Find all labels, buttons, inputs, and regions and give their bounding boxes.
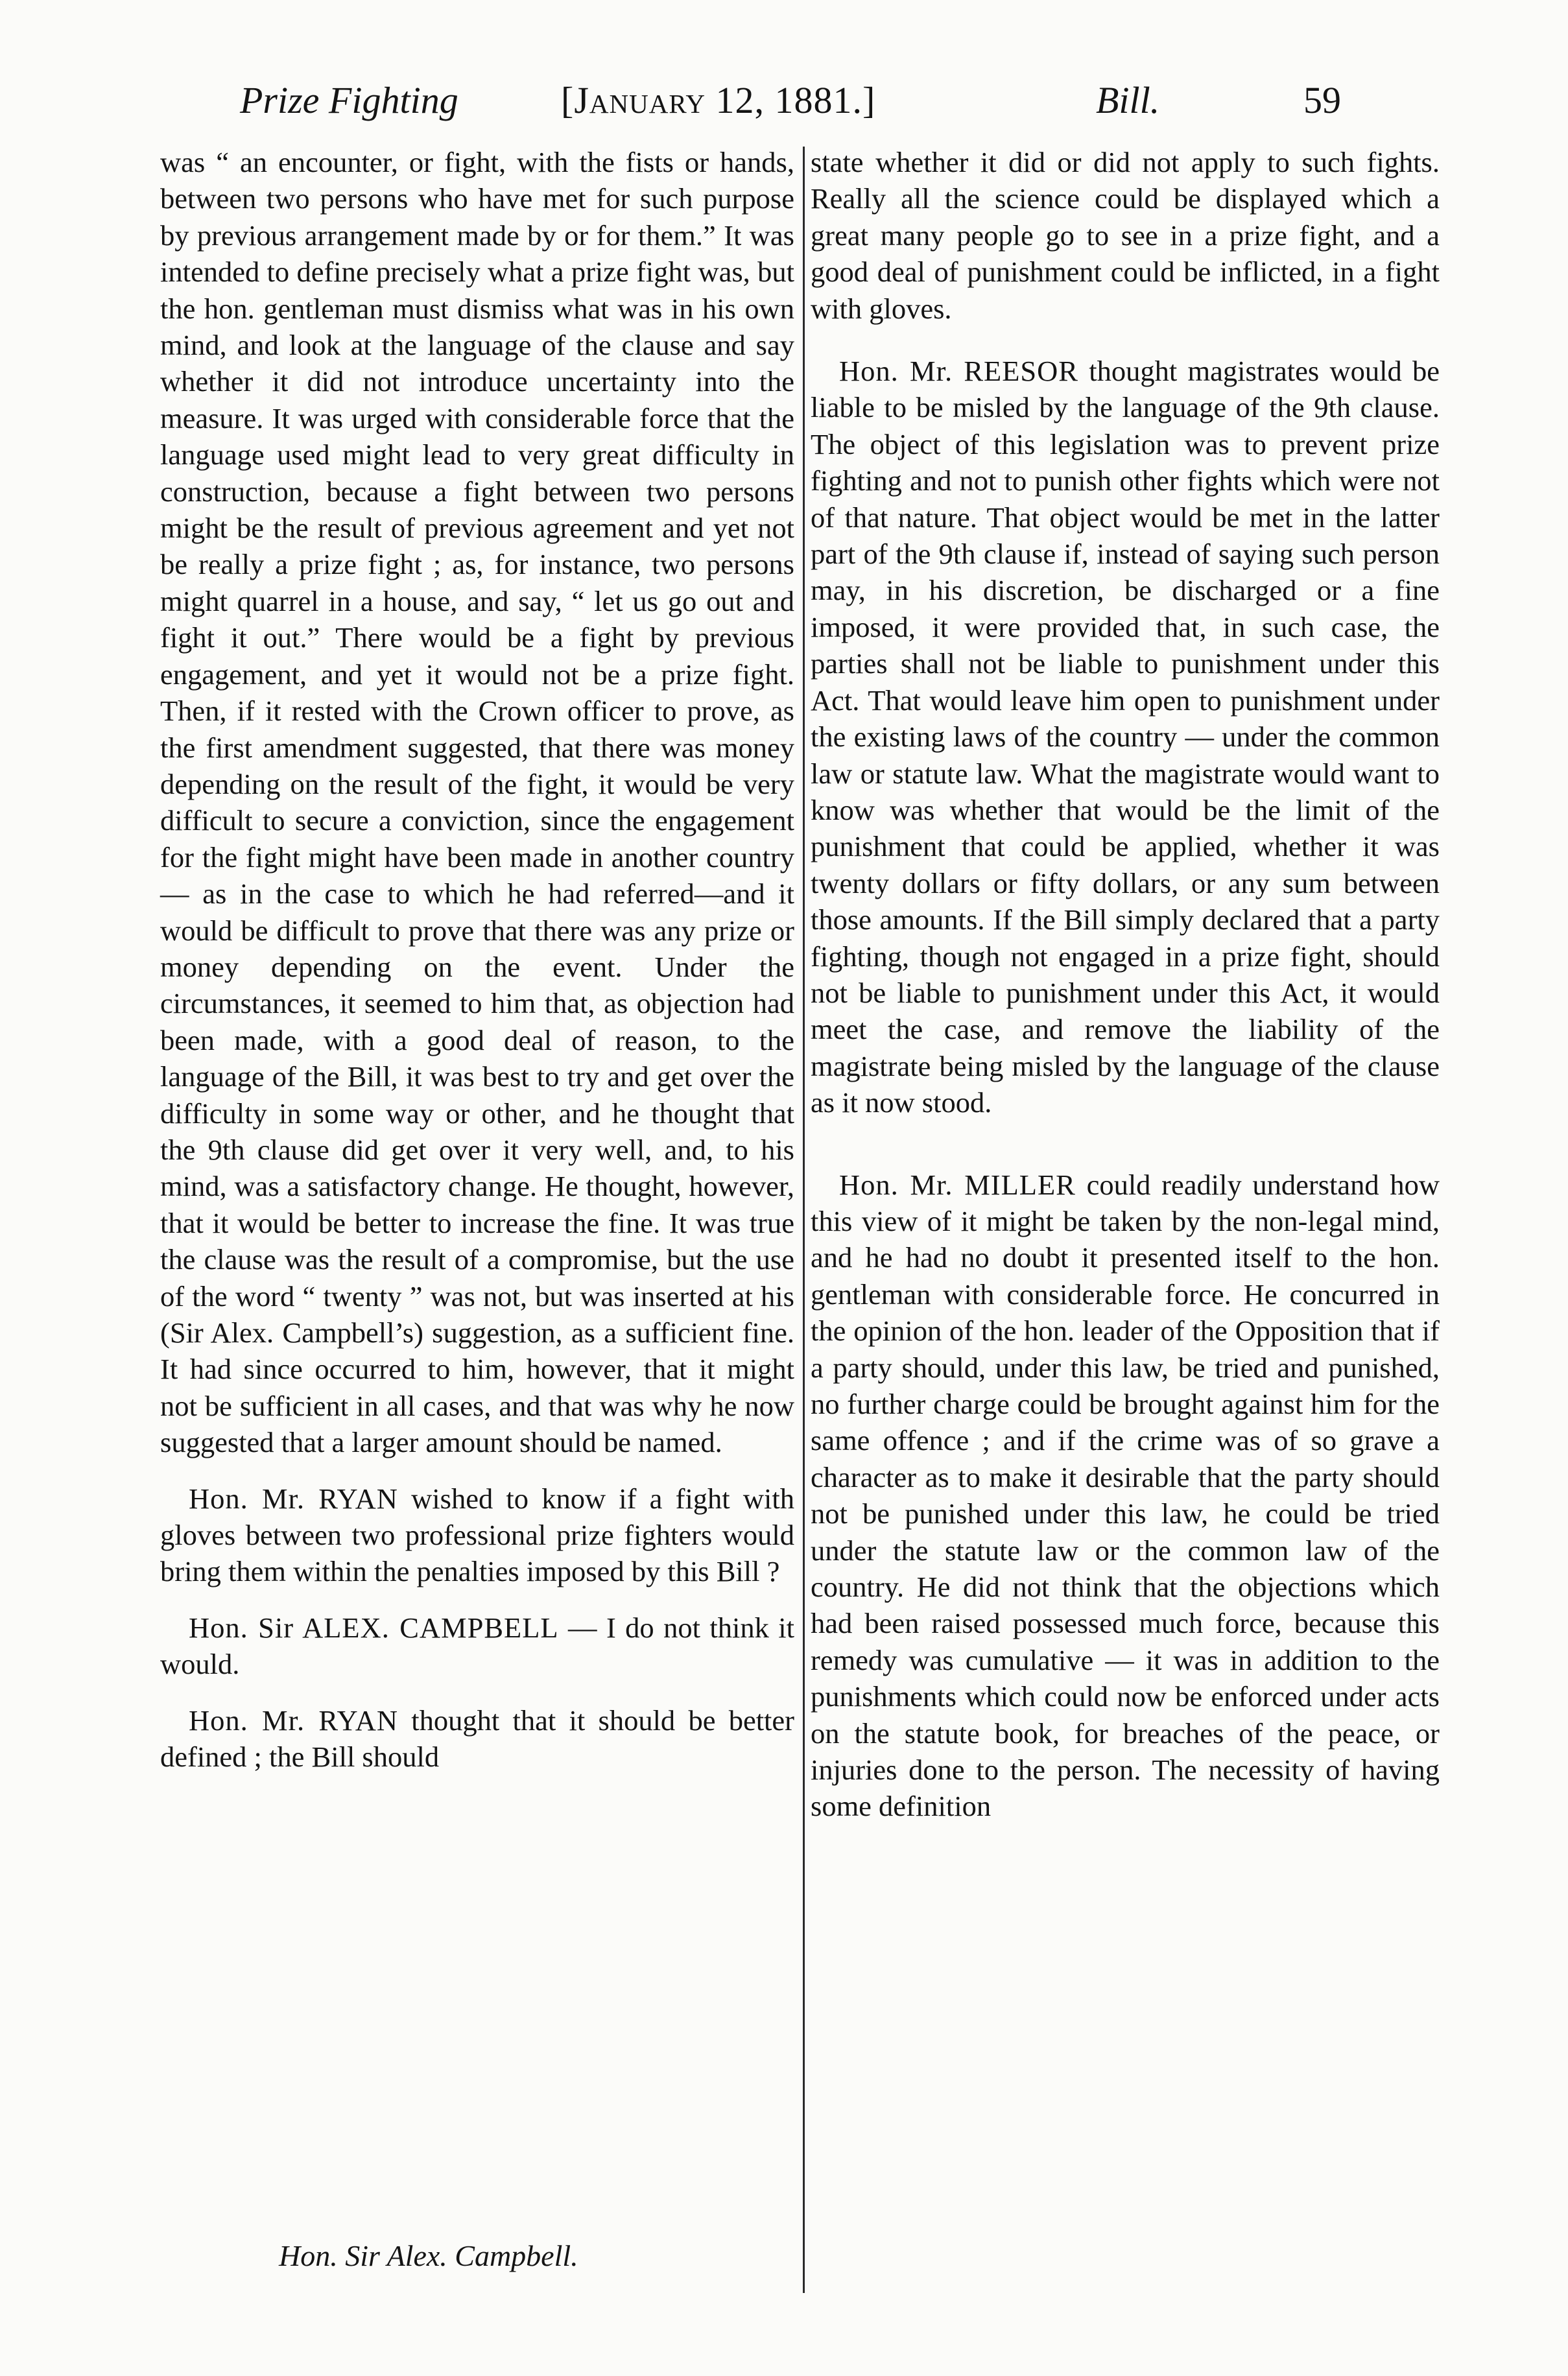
right-paragraph-miller xyxy=(811,1167,1440,1825)
left-paragraph-1: was “ an encounter, or fight, with the fists or hands, between two persons who have met for such purpose by previous arrangement made by or for them.” It was intended to define precisely what a prize fight was, but the hon. gentleman must dismiss what was in his own mind, and look at the language of the clause and say whether it did not introduce uncertainty into the measure. It was urged with considerable force that the language used might lead to very great difficulty in construction, because a fight between two persons might be the result of previous agreement and yet not be really a prize fight ; as, for instance, two persons might quarrel in a house, and say, “ let us go out and fight it out.” There would be a fight by previous engagement, and yet it would not be a prize fight. Then, if it rested with the Crown officer to prove, as the first amendment suggested, that there was money depending on the result of the fight, it would be very difficult to secure a conviction, since the engagement for the fight might have been made in another country — as in the case to which he had referred—and it would be difficult to prove that there was any prize or money depending on the event. Under the circumstances, it seemed to him that, as objection had been made, with a good deal of reason, to the language of the Bill, it was best to try and get over the difficulty in some way or other, and he thought that the 9th clause did get over it very well, and, to his mind, was a satisfactory change. He thought, however, that it would be better to increase the fine. It was true the clause was the result of a compromise, but the use of the word “ twenty ” was not, but was inserted at his (Sir Alex. Campbell’s) suggestion, as a sufficient fine. It had since occurred to him, however, that it might not be sufficient in all cases, and that was why he now suggested that a larger amount should be named. xyxy=(160,146,794,1459)
header-date-rest: 12, 1881.] xyxy=(706,79,876,121)
speech-text: thought magistrates would be liable to be misled by the language of the 9th clause. The object of this legislation was to prevent prize fighting and not to punish other fights which were not of that nature. That object would be met in the latter part of the 9th clause if, instead of saying such person may, in his discretion, be discharged or a fine imposed, it were provided that, in such case, the parties shall not be liable to punishment under this Act. That would leave him open to punishment under the existing laws of the country — under the common law or statute law. What the magistrate would want to know was whether that would be the limit of the punishment that could be applied, whether it was twenty dollars or fifty dollars, or any sum between those amounts. If the Bill simply declared that a party fighting, though not engaged in a prize fight, should not be liable to punishment under this Act, it would meet the case, and remove the liability of the magistrate being misled by the language of the clause as it now stood. xyxy=(811,355,1440,1119)
right-paragraph-reesor xyxy=(811,353,1440,1121)
speaker-name: Hon. Mr. MILLER xyxy=(839,1168,1076,1201)
left-paragraph-ryan-question xyxy=(160,1480,794,1590)
header-bill: Bill. xyxy=(1096,79,1160,121)
column-divider xyxy=(803,147,805,2293)
header-title: Prize Fighting xyxy=(240,79,458,121)
speaker-name: Hon. Mr. RYAN xyxy=(189,1704,399,1737)
speech-text: thought that it should be better defined ; the Bill should xyxy=(160,1704,794,1774)
left-paragraph-ryan-reply xyxy=(160,1702,794,1776)
right-column xyxy=(811,144,1440,1825)
speech-text: — I do not think it would. xyxy=(160,1611,794,1681)
header-date-month: January xyxy=(574,79,706,121)
speaker-name: Hon. Mr. REESOR xyxy=(839,355,1078,388)
catchword: Hon. Sir Alex. Campbell. xyxy=(279,2239,578,2272)
speaker-name: Hon. Mr. RYAN xyxy=(189,1482,398,1515)
speech-text: wished to know if a fight with gloves between two professional prize fighters would bring them within the penalties imposed by this Bill ? xyxy=(160,1482,794,1588)
left-column xyxy=(160,144,794,1775)
left-paragraph-campbell-reply xyxy=(160,1610,794,1683)
header-date xyxy=(561,71,875,130)
speaker-name: Hon. Sir ALEX. CAMPBELL xyxy=(189,1611,559,1644)
running-head xyxy=(162,71,1433,130)
speech-text: could readily understand how this view of it might be taken by the non-legal mind, and he had no doubt it presented itself to the hon. gentleman with considerable force. He concurred in the opinion of the hon. leader of the Opposition that if a party should, under this law, be tried and punished, no further charge could be brought against him for the same offence ; and if the crime was of so grave a character as to make it desirable that the party should not be punished under this law, he could be tried under the statute law or the common law of the country. He did not think that the objections which had been raised possessed much force, because this remedy was cumulative — it was in addition to the punishments which could now be enforced under acts on the statute book, for breaches of the peace, or injuries done to the person. The necessity of having some definition xyxy=(811,1168,1440,1823)
page-number: 59 xyxy=(1303,79,1341,121)
header-date-bracket: [ xyxy=(561,79,575,121)
right-paragraph-1: state whether it did or did not apply to such fights. Really all the science could be displayed which a great many people go to see in a prize fight, and a good deal of punishment could be inflicted, in a fight with gloves. xyxy=(811,146,1440,325)
